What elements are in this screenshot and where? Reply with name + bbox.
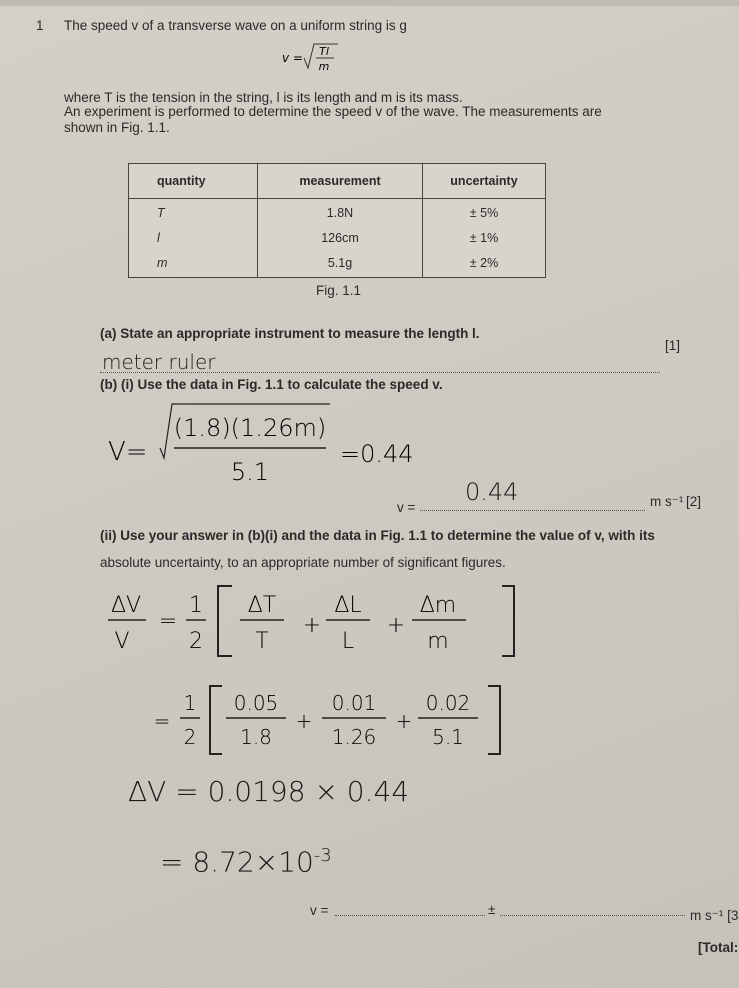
part-bi-marks: [2] <box>686 494 702 509</box>
part-bi-question: (b) (i) Use the data in Fig. 1.1 to calculate the speed v. <box>100 377 443 392</box>
part-bii-value-line <box>335 915 485 916</box>
delta-v-result-exponent: -3 <box>313 845 332 866</box>
working-numerator: (1.8)(1.26m) <box>173 414 327 442</box>
page-top-shadow <box>0 0 739 6</box>
part-a-marks: [1] <box>665 338 681 353</box>
eq2-half-num: 1 <box>183 691 197 715</box>
part-bi-unit: m s⁻¹ <box>650 494 684 509</box>
substituted-equation <box>140 680 580 760</box>
table-header: measurement <box>258 164 423 199</box>
part-bii-answer-label: v = <box>310 903 329 918</box>
eq1-t2-num: ΔL <box>334 593 362 618</box>
part-bii-question-2: absolute uncertainty, to an appropriate number of significant figures. <box>100 555 506 570</box>
uncertainty-T: ± 5% <box>469 205 499 220</box>
eq2-half-den: 2 <box>183 725 197 749</box>
formula-lhs: v = <box>282 51 303 65</box>
formula-denominator: m <box>318 60 330 73</box>
speed-formula <box>280 38 360 78</box>
quantity-l: l <box>157 230 160 245</box>
eq1-lhs-num: ΔV <box>110 593 142 618</box>
delta-v-working: ΔV = 0.0198 × 0.44 <box>128 775 410 808</box>
svg-text:+: + <box>302 613 322 638</box>
eq2-t3-den: 5.1 <box>432 725 464 749</box>
eq1-half-num: 1 <box>189 593 203 618</box>
eq1-t2-den: L <box>341 629 355 654</box>
measurement-cell <box>258 199 423 278</box>
eq1-t3-num: Δm <box>419 593 457 618</box>
quantity-T: T <box>157 205 165 220</box>
measurement-table <box>128 163 546 278</box>
svg-text:+: + <box>395 709 413 733</box>
eq1-half-den: 2 <box>189 629 203 654</box>
uncertainty-l: ± 1% <box>469 230 499 245</box>
part-bi-answer-line <box>420 510 645 511</box>
part-a-question: (a) State an appropriate instrument to measure the length l. <box>100 326 480 341</box>
part-a-answer: meter ruler <box>102 350 216 374</box>
formula-numerator: Tl <box>319 45 329 58</box>
eq1-lhs-den: V <box>114 629 130 654</box>
svg-text:+: + <box>386 613 406 638</box>
working-v-equals: V= <box>108 437 148 467</box>
uncertainty-cell <box>423 199 546 278</box>
eq1-t1-num: ΔT <box>247 593 277 618</box>
experiment-text-1: An experiment is performed to determine the speed v of the wave. The measurements are <box>64 104 602 119</box>
uncertainty-m: ± 2% <box>469 255 499 270</box>
eq1-t3-den: m <box>427 629 449 654</box>
question-number: 1 <box>36 18 44 33</box>
table-body-row <box>129 199 546 278</box>
svg-text:+: + <box>295 709 313 733</box>
table-header: quantity <box>129 164 258 199</box>
eq2-t1-den: 1.8 <box>240 725 272 749</box>
measurement-m: 5.1g <box>327 255 353 270</box>
experiment-text-2: shown in Fig. 1.1. <box>64 120 170 135</box>
quantity-cell <box>129 199 258 278</box>
table-header-row <box>129 164 546 199</box>
eq1-t1-den: T <box>255 629 269 654</box>
intro-text: The speed v of a transverse wave on a uniform string is g <box>64 18 407 33</box>
quantity-m: m <box>157 255 168 270</box>
eq2-t2-num: 0.01 <box>331 691 377 715</box>
svg-text:=: = <box>158 609 178 634</box>
part-bii-unit-marks: m s⁻¹ [3 <box>690 908 739 923</box>
measurement-l: 126cm <box>321 230 359 245</box>
where-text: where T is the tension in the string, l is its length and m is its mass. <box>64 90 463 105</box>
eq2-t2-den: 1.26 <box>331 725 377 749</box>
working-denominator: 5.1 <box>230 458 270 486</box>
part-bii-uncertainty-line <box>500 915 685 916</box>
part-bii-question-1: (ii) Use your answer in (b)(i) and the data in Fig. 1.1 to determine the value of v, with its <box>100 528 655 543</box>
part-bi-working <box>100 400 460 500</box>
part-bi-answer-label: v = <box>397 500 416 515</box>
figure-caption: Fig. 1.1 <box>316 283 362 298</box>
plus-minus-sign: ± <box>488 902 496 917</box>
total-marks: [Total: <box>698 940 739 955</box>
working-result: =0.44 <box>340 440 414 468</box>
table-header: uncertainty <box>423 164 546 199</box>
measurement-T: 1.8N <box>326 205 354 220</box>
part-bi-answer: 0.44 <box>465 478 519 506</box>
delta-v-result <box>160 845 332 878</box>
eq2-t3-num: 0.02 <box>425 691 471 715</box>
uncertainty-equation <box>100 578 540 668</box>
part-a-answer-line <box>100 372 660 373</box>
eq2-t1-num: 0.05 <box>233 691 279 715</box>
delta-v-result-mantissa: = 8.72×10 <box>160 845 314 879</box>
svg-text:=: = <box>153 709 171 733</box>
